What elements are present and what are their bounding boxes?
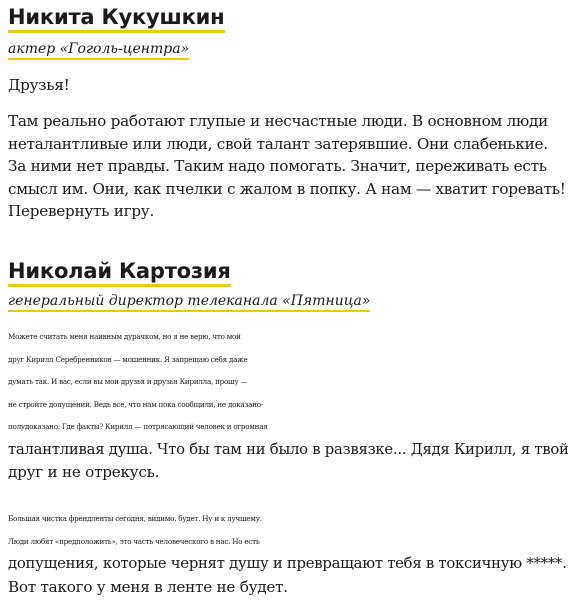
text-line: допущения, которые чернят душу и превращают тебя в токсичную *****.: [8, 555, 567, 572]
text-line: смысл им. Они, как пчелки с жалом в попку. А нам — хватит горевать!: [8, 179, 566, 198]
author-name: Николай Картозия: [8, 258, 231, 287]
quote-paragraph: [8, 110, 566, 223]
author-role: актер «Гоголь-центра»: [8, 40, 189, 60]
text-line: Большая чистка френдленты сегодня, видимо, будет. Ну и к лучшему.: [8, 514, 262, 523]
text-line: не стройте допущений. Ведь все, что нам пока сообщили, не доказано-: [8, 399, 264, 409]
text-line: Друзья!: [8, 76, 70, 94]
text-line: За ними нет правды. Таким надо помогать. Значит, переживать есть: [8, 157, 547, 175]
quote-paragraph: [8, 508, 567, 598]
text-line: Люди любят «предположить», это часть человеческого в нас. Но есть: [8, 536, 260, 546]
quote-paragraph: [8, 326, 569, 484]
quote-paragraph: [8, 74, 70, 97]
text-line: Вот такого у меня в ленте не будет.: [8, 577, 288, 596]
text-line: друг и не отрекусь.: [8, 463, 160, 481]
text-line: Там реально работают глупые и несчастные люди. В основном люди: [8, 112, 548, 130]
text-line: Можете считать меня наивным дурачком, но я не верю, что мой: [8, 332, 241, 341]
text-line: талантливая душа. Что бы там ни было в развязке... Дядя Кирилл, я твой: [8, 440, 569, 458]
author-role: генеральный директор телеканала «Пятница»: [8, 292, 370, 312]
text-line: неталантливые или люди, свой талант затерявшие. Они слабенькие.: [8, 134, 548, 153]
text-line: полудоказано. Где факты? Кирилл — потрясающий человек и огромная: [8, 422, 268, 431]
text-line: Перевернуть игру.: [8, 202, 155, 220]
text-line: друг Кирилл Серебренников — мошенник. Я запрещаю себя даже: [8, 354, 248, 364]
author-name: Никита Кукушкин: [8, 4, 225, 33]
text-line: думать так. И вас, если вы мои друзья и друзья Кирилла, прошу —: [8, 377, 248, 386]
